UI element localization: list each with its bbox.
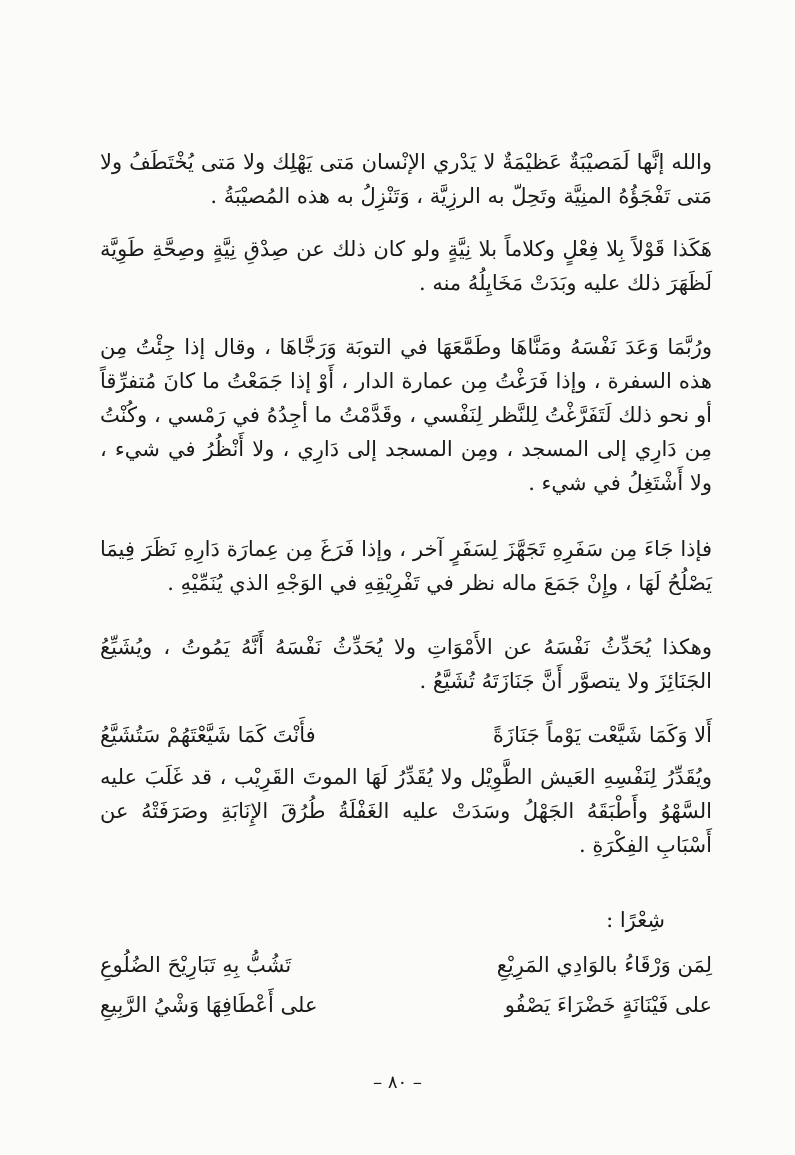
poem-line-1 bbox=[100, 948, 712, 982]
page-number: – ٨٠ – bbox=[373, 1072, 422, 1093]
poem-line-2-hemistich-1: على فَيْنَانَةٍ خَضْرَاءَ يَصْفُو bbox=[504, 993, 712, 1017]
paragraph-1: والله إنَّها لَمَصيْبَةٌ عَظيْمَةٌ لا يَدْري الإنْسان مَتى يَهْلِك ولا مَتى يُخْتَطَفُ ولا مَتى تَفْجَؤُهُ المنِيَّة وتَحِلّ به الرزِيَّة ، وَتَنْزِلُ به هذه المُصيْبَةُ . bbox=[100, 150, 712, 208]
poem-label: شِعْرًا : bbox=[606, 908, 665, 932]
poem-line-1-hemistich-2: تَشُبُّ بِهِ تَبَارِيْحَ الضُلُوعِ bbox=[100, 953, 292, 977]
poem-line-1-hemistich-1: لِمَن وَرْقَاءُ بالوَادِي المَرِيْعِ bbox=[496, 953, 712, 977]
poem-line-2-hemistich-2: على أَعْطَافِهَا وَشْيُ الرَّبِيعِ bbox=[100, 993, 318, 1017]
paragraph-4: فإذا جَاءَ مِن سَفَرِهِ تَجَهَّزَ لِسَفَرٍ آخر ، وإذا فَرَغَ مِن عِمارَة دَارِهِ نَظَرَ فِيمَا يَصْلُحُ لَهَا ، وإِنْ جَمَعَ ماله نظر في تَفْرِيْقِهِ في الوَجْهِ الذي يُنَمِّيْهِ . bbox=[100, 537, 712, 595]
verse-hemistich-2: فأَنْتَ كَمَا شَيَّعْتَهُمْ سَتُشَيَّعُ bbox=[100, 723, 316, 747]
paragraph-5: وهكذا يُحَدِّثُ نَفْسَهُ عن الأَمْوَاتِ ولا يُحَدِّثُ نَفْسَهُ أَنَّهُ يَمُوتُ ، ويُشَيِّعُ الجَنَائِزَ ولا يتصوَّر أَنَّ جَنَازَتَهُ تُشَيَّعُ . bbox=[100, 635, 712, 693]
paragraph-3: ورُبَّمَا وَعَدَ نَفْسَهُ ومَنَّاهَا وطَمَّعَهَا في التوبَة وَرَجَّاهَا ، وقال إذا جِئْتُ مِن هذه السفرة ، وإذا فَرَغْتُ مِن عمارة الدار ، أَوْ إذا جَمَعْتُ ما كانَ مُتفرِّقاً أو نحو ذلك لَتَفَرَّغْتُ لِلنَّظر لِنَفْسي ، وقَدَّمْتُ ما أجِدُهُ في رَمْسي ، وكُنْتُ مِن دَارِي إلى المسجد ، ومِن المسجد إلى دَارِي ، ولا أَنْظُرُ في شيء ، ولا أَشْتَغِلُ في شيء . bbox=[100, 335, 712, 495]
verse-line bbox=[100, 718, 712, 752]
verse-hemistich-1: أَلا وَكَمَا شَيَّعْت يَوْماً جَنَازَةً bbox=[492, 723, 712, 747]
poem-line-2 bbox=[100, 988, 712, 1022]
paragraph-2: هَكَذا قَوْلاً بِلا فِعْلٍ وكلاماً بلا نِيَّةٍ ولو كان ذلك عن صِدْقِ نِيَّةٍ وصِحَّةِ طَوِيَّة لَظَهَرَ ذلك عليه وبَدَتْ مَخَايِلُهُ منه . bbox=[100, 237, 712, 295]
paragraph-6: ويُقَدِّرُ لِنَفْسِهِ العَيش الطَّوِيْل ولا يُقَدِّرُ لَهَا الموتَ القَرِيْب ، قد غَلَبَ عليه السَّهْوُ وأَطْبَقَهُ الجَهْلُ وسَدَتْ عليه الغَفْلَةُ طُرُقَ الإِنَابَةِ وصَرَفَتْهُ عن أَسْبَابِ الفِكْرَةِ . bbox=[100, 765, 712, 857]
